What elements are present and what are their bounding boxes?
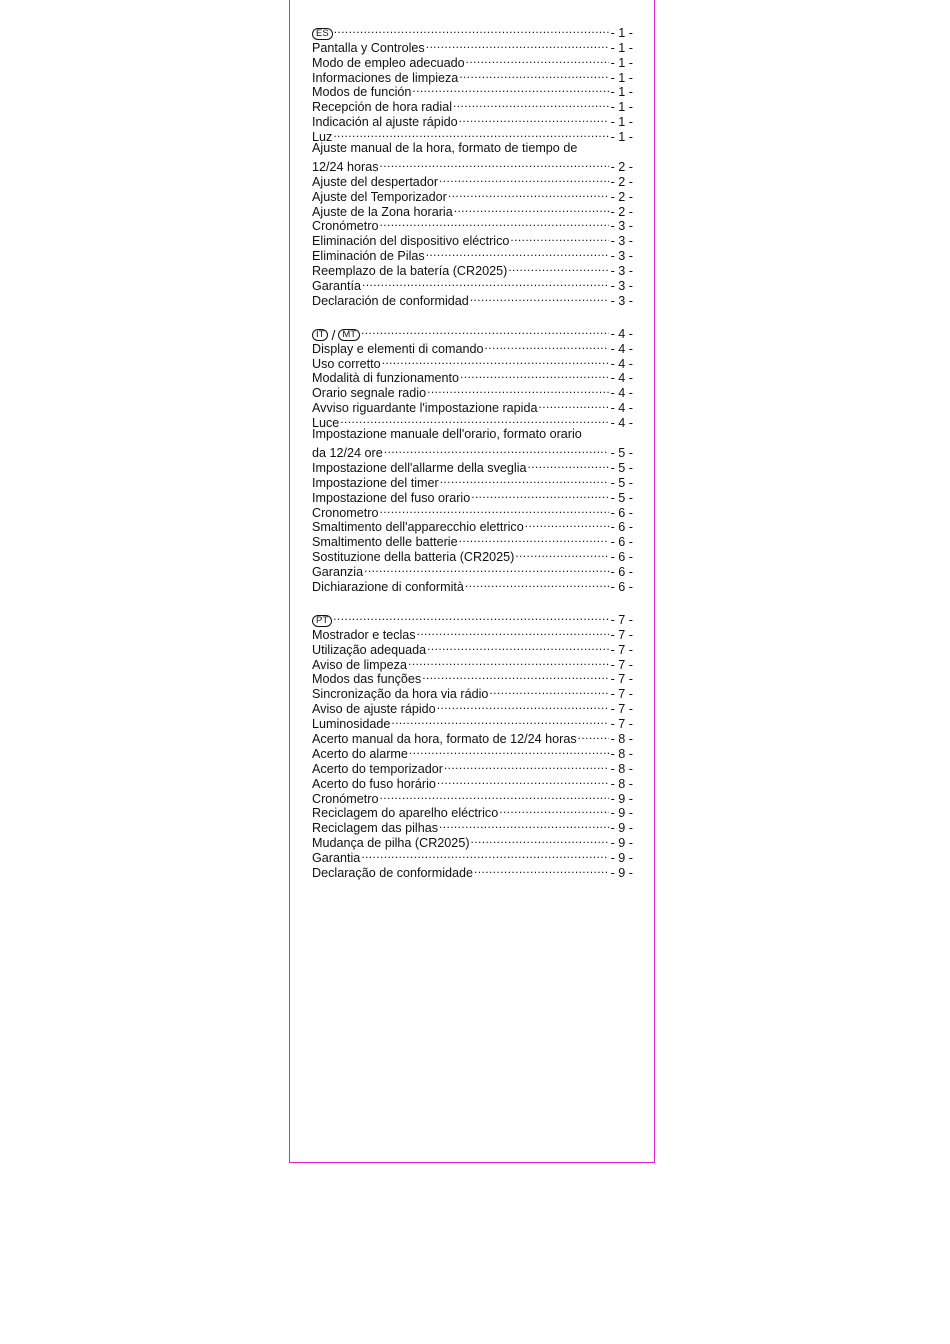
dot-leader [528, 457, 609, 472]
page-number: - 5 - [610, 475, 633, 490]
dot-leader [439, 817, 609, 832]
toc-entry-label: Sostituzione della batteria (CR2025) [312, 550, 515, 565]
language-badges [312, 29, 333, 41]
toc-entry-label-line[interactable]: Impostazione manuale dell'orario, formato orario [312, 427, 582, 442]
page-number: - 3 - [610, 249, 633, 264]
dot-leader [444, 758, 609, 773]
toc-entry-label: Cronometro [312, 505, 379, 520]
language-badges [312, 326, 360, 343]
dot-leader [508, 260, 608, 275]
toc-entry[interactable] [312, 338, 633, 356]
page-number: - 2 - [610, 174, 633, 189]
dot-leader [459, 531, 609, 546]
page-number: - 5 - [610, 490, 633, 505]
toc-entry-label: Mudança de pilha (CR2025) [312, 836, 470, 851]
toc-entry[interactable] [312, 442, 633, 460]
page-number: - 4 - [610, 386, 633, 401]
toc-entry-label: Modo de empleo adecuado [312, 55, 465, 70]
page-number: - 2 - [610, 204, 633, 219]
page-number: - 7 - [610, 642, 633, 657]
toc-section-it-mt [312, 323, 633, 594]
toc-entry[interactable] [312, 624, 633, 642]
toc-entries [312, 37, 633, 308]
language-badge: IT [312, 329, 328, 341]
dot-leader [417, 624, 609, 639]
dot-leader [437, 773, 609, 788]
toc-entry-label: Impostazione dell'allarme della sveglia [312, 460, 527, 475]
toc-entry-label: Acerto manual da hora, formato de 12/24 horas [312, 731, 577, 746]
language-badge: MT [338, 329, 360, 341]
toc-entry-label: Declaración de conformidad [312, 293, 469, 308]
language-separator: / [331, 326, 336, 343]
page-number: - 2 - [610, 189, 633, 204]
dot-leader [437, 698, 609, 713]
dot-leader [499, 803, 608, 818]
page-number: - 7 - [610, 702, 633, 717]
toc-entry-label: Modalità di funzionamento [312, 371, 460, 386]
page-number: - 7 - [610, 627, 633, 642]
page-number: - 3 - [610, 264, 633, 279]
dot-leader [539, 397, 609, 412]
toc-entry-label: Impostazione del timer [312, 475, 439, 490]
page-number: - 7 - [610, 717, 633, 732]
language-badges [312, 616, 332, 628]
dot-leader [460, 368, 609, 383]
dot-leader [510, 230, 608, 245]
dot-leader [380, 156, 609, 171]
dot-leader [466, 52, 609, 67]
dot-leader [333, 126, 608, 141]
page-number: - 1 - [610, 55, 633, 70]
page-number: - 4 - [610, 341, 633, 356]
page-number: - 8 - [610, 761, 633, 776]
toc-entries [312, 624, 633, 880]
dot-leader [361, 323, 609, 338]
toc-entry-label: Eliminación de Pilas [312, 249, 425, 264]
page-number: - 9 - [610, 836, 633, 851]
page-number: - 1 - [610, 40, 633, 55]
dot-leader [412, 82, 608, 97]
toc-entry-label: Cronómetro [312, 791, 379, 806]
language-badge: ES [312, 28, 333, 40]
page-number: - 3 - [610, 234, 633, 249]
dot-leader [427, 639, 608, 654]
toc-section-header[interactable] [312, 609, 633, 627]
toc-entry-label: Modos de función [312, 85, 412, 100]
page-number: - 9 - [610, 806, 633, 821]
toc-entry-label: Orario segnale radio [312, 386, 427, 401]
toc-entry-label: da 12/24 ore [312, 445, 383, 460]
toc-entry-label: Dichiarazione di conformità [312, 579, 464, 594]
toc-entry-label: Pantalla y Controles [312, 40, 425, 55]
page-number: - 5 - [610, 460, 633, 475]
dot-leader [474, 862, 609, 877]
dot-leader [380, 788, 609, 803]
toc-entry-label: Smaltimento dell'apparecchio elettrico [312, 520, 524, 535]
toc-entry-label: Acerto do alarme [312, 746, 408, 761]
toc-entry-label: 12/24 horas [312, 159, 379, 174]
dot-leader [459, 67, 608, 82]
dot-leader [448, 186, 609, 201]
dot-leader [382, 353, 609, 368]
toc-entry[interactable] [312, 412, 633, 431]
dot-leader [334, 22, 609, 37]
toc-entry-label: Aviso de limpeza [312, 657, 407, 672]
toc-entry-label: Declaração de conformidade [312, 865, 474, 880]
page-number: - 2 - [610, 159, 633, 174]
dot-leader [471, 487, 608, 502]
page-number: - 6 - [610, 579, 633, 594]
dot-leader [465, 576, 609, 591]
dot-leader [408, 654, 609, 669]
toc-entry-label: Recepción de hora radial [312, 100, 453, 115]
toc-entry-label: Garantía [312, 279, 362, 294]
dot-leader [470, 290, 609, 305]
toc-entry-label: Avviso riguardante l'impostazione rapida [312, 401, 538, 416]
toc-entry-label: Luce [312, 416, 340, 431]
toc-entry-label: Ajuste del despertador [312, 174, 439, 189]
page-number: - 9 - [610, 851, 633, 866]
toc-entry-label: Informaciones de limpieza [312, 70, 459, 85]
toc-entry-label: Smaltimento delle batterie [312, 535, 458, 550]
dot-leader [422, 669, 608, 684]
page-number: - 4 - [610, 416, 633, 431]
dot-leader [364, 561, 609, 576]
page-number: - 1 - [610, 100, 633, 115]
toc-entry-label: Modos das funções [312, 672, 422, 687]
toc-entry[interactable] [312, 37, 633, 55]
dot-leader [333, 609, 608, 624]
page-number: - 7 - [610, 672, 633, 687]
dot-leader [380, 502, 609, 517]
dot-leader [409, 743, 609, 758]
page-number: - 4 - [610, 356, 633, 371]
language-badge: PT [312, 615, 332, 627]
page-number: - 5 - [610, 445, 633, 460]
dot-leader [384, 442, 609, 457]
toc-entry-label: Ajuste del Temporizador [312, 189, 447, 204]
toc-entry-label: Acerto do temporizador [312, 761, 443, 776]
toc-entry-label: Impostazione del fuso orario [312, 490, 471, 505]
page-number: - 1 - [610, 70, 633, 85]
toc-section-header[interactable] [312, 323, 633, 343]
dot-leader [471, 832, 609, 847]
page-number: - 1 - [610, 115, 633, 130]
page-number: - 8 - [610, 746, 633, 761]
page-number: - 3 - [610, 293, 633, 308]
dot-leader [340, 412, 608, 427]
dot-leader [459, 111, 609, 126]
toc-entry-label: Garanzia [312, 565, 364, 580]
toc-section-pt [312, 609, 633, 880]
page-number: - 6 - [610, 505, 633, 520]
toc-entry-label: Luz [312, 130, 333, 145]
page-number: - 1 - [610, 85, 633, 100]
page-number: - 7 - [610, 657, 633, 672]
page-number: - 9 - [610, 821, 633, 836]
toc-entry-label: Ajuste de la Zona horaria [312, 204, 453, 219]
dot-leader [440, 472, 609, 487]
dot-leader [439, 171, 609, 186]
toc-entry-label: Reemplazo de la batería (CR2025) [312, 264, 508, 279]
page-number: - 9 - [610, 865, 633, 880]
page-number: - 4 - [610, 401, 633, 416]
dot-leader [427, 382, 609, 397]
dot-leader [361, 847, 608, 862]
page-number: - 4 - [610, 326, 633, 341]
page-number: - 6 - [610, 535, 633, 550]
toc-entry-label: Reciclagem do aparelho eléctrico [312, 806, 499, 821]
toc-entry-label: Acerto do fuso horário [312, 776, 436, 791]
dot-leader [515, 546, 608, 561]
table-of-contents [312, 22, 633, 880]
dot-leader [578, 728, 609, 743]
toc-entry-label: Aviso de ajuste rápido [312, 702, 436, 717]
page-number: - 6 - [610, 520, 633, 535]
page-number: - 1 - [610, 25, 633, 40]
dot-leader [453, 96, 609, 111]
toc-entry-label: Luminosidade [312, 717, 391, 732]
toc-entry-label: Reciclagem das pilhas [312, 821, 438, 836]
page-number: - 1 - [610, 130, 633, 145]
toc-entry-label-line[interactable]: Ajuste manual de la hora, formato de tiempo de [312, 141, 578, 156]
dot-leader [454, 201, 609, 216]
dot-leader [380, 216, 609, 231]
dot-leader [485, 338, 609, 353]
page-number: - 7 - [610, 687, 633, 702]
dot-leader [426, 245, 609, 260]
toc-entry[interactable] [312, 156, 633, 174]
page-number: - 4 - [610, 371, 633, 386]
toc-section-es [312, 22, 633, 308]
page-number: - 3 - [610, 279, 633, 294]
toc-entry-label: Display e elementi di comando [312, 341, 484, 356]
toc-section-header[interactable] [312, 22, 633, 40]
dot-leader [525, 517, 609, 532]
toc-entry-label: Sincronização da hora via rádio [312, 687, 489, 702]
toc-entry-label: Garantia [312, 851, 361, 866]
toc-entry-label: Mostrador e teclas [312, 627, 416, 642]
toc-entry-label: Indicación al ajuste rápido [312, 115, 458, 130]
toc-entry-label: Utilização adequada [312, 642, 427, 657]
page-number: - 6 - [610, 550, 633, 565]
dot-leader [362, 275, 609, 290]
page-number: - 3 - [610, 219, 633, 234]
toc-entry-label: Uso corretto [312, 356, 381, 371]
page-number: - 6 - [610, 565, 633, 580]
dot-leader [391, 713, 608, 728]
dot-leader [426, 37, 609, 52]
page-number: - 8 - [610, 776, 633, 791]
toc-entry[interactable] [312, 126, 633, 145]
toc-entry-label: Eliminación del dispositivo eléctrico [312, 234, 510, 249]
page-number: - 8 - [610, 731, 633, 746]
dot-leader [489, 683, 608, 698]
page-number: - 9 - [610, 791, 633, 806]
toc-entries [312, 338, 633, 594]
page-number: - 7 - [610, 612, 633, 627]
toc-entry-label: Cronómetro [312, 219, 379, 234]
